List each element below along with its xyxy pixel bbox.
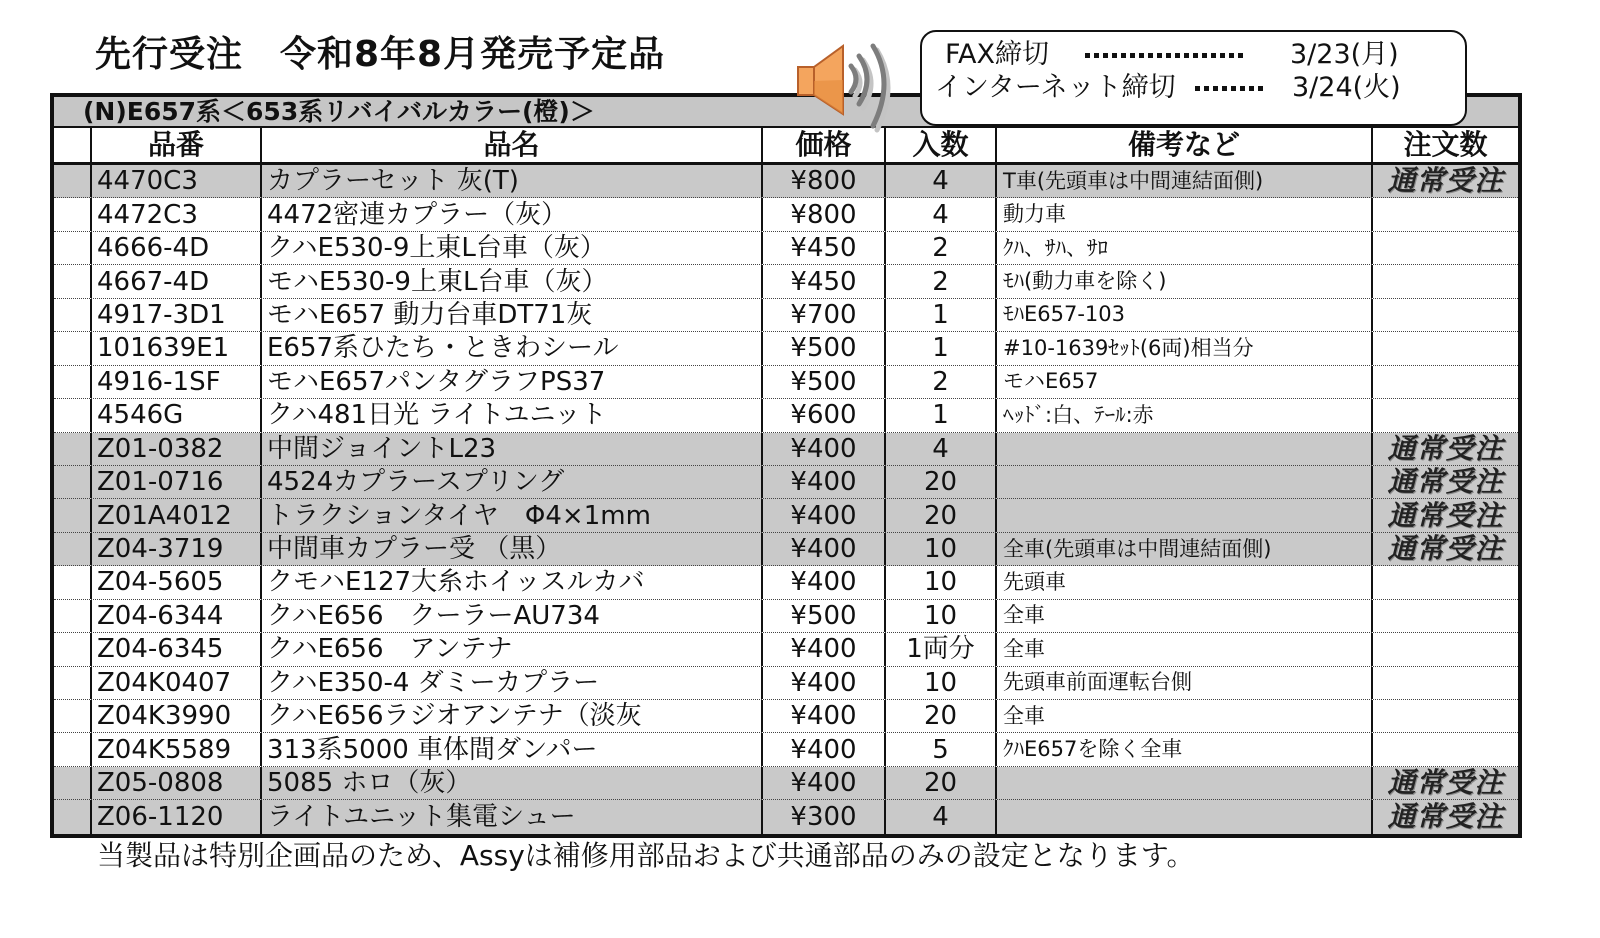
part-name: クモハE127大糸ホイッスルカバ: [262, 566, 763, 598]
part-quantity: 4: [886, 198, 997, 230]
part-name: クハE656ラジオアンテナ（淡灰: [262, 700, 763, 732]
order-cell: [1373, 733, 1518, 765]
part-note: モハE657: [997, 366, 1373, 398]
order-cell: [1373, 366, 1518, 398]
series-title: (N)E657系＜653系リバイバルカラー(橙)＞: [83, 97, 595, 126]
part-price: ¥400: [763, 566, 886, 598]
part-price: ¥500: [763, 332, 886, 364]
part-note: ﾓﾊ(動力車を除く): [997, 265, 1373, 297]
part-price: ¥400: [763, 533, 886, 565]
part-note: [997, 767, 1373, 799]
order-cell: [1373, 667, 1518, 699]
col-header-order: 注文数: [1403, 128, 1488, 161]
part-price: ¥600: [763, 399, 886, 431]
row-blank-cell: [54, 800, 92, 833]
order-cell: [1373, 633, 1518, 665]
row-blank-cell: [54, 767, 92, 799]
part-code: 4546G: [92, 399, 262, 431]
table-row: [54, 767, 1518, 800]
order-status-badge: 通常受注: [1387, 766, 1504, 800]
part-code: Z04K5589: [92, 733, 262, 765]
part-name: クハ481日光 ライトユニット: [262, 399, 763, 431]
part-price: ¥800: [763, 198, 886, 230]
part-note: [997, 800, 1373, 833]
order-cell: [1373, 299, 1518, 331]
order-cell: [1373, 265, 1518, 297]
part-note: #10-1639ｾｯﾄ(6両)相当分: [997, 332, 1373, 364]
part-name: モハE657 動力台車DT71灰: [262, 299, 763, 331]
part-note: ｸﾊE657を除く全車: [997, 733, 1373, 765]
part-price: ¥450: [763, 232, 886, 264]
part-quantity: 1: [886, 399, 997, 431]
table-row: [54, 165, 1518, 198]
col-header-quantity: 入数: [886, 128, 997, 162]
part-price: ¥700: [763, 299, 886, 331]
row-blank-cell: [54, 332, 92, 364]
part-quantity: 10: [886, 667, 997, 699]
deadline-box: [920, 30, 1467, 126]
part-quantity: 10: [886, 533, 997, 565]
part-code: Z05-0808: [92, 767, 262, 799]
part-note: ﾍｯﾄﾞ:白、ﾃｰﾙ:赤: [997, 399, 1373, 431]
row-blank-cell: [54, 198, 92, 230]
order-cell: [1373, 700, 1518, 732]
table-row: [54, 700, 1518, 733]
part-price: ¥400: [763, 499, 886, 531]
order-cell: [1373, 332, 1518, 364]
table-row: [54, 533, 1518, 566]
blank-header-cell: [54, 128, 92, 162]
speaker-icon: [795, 40, 905, 135]
part-price: ¥400: [763, 433, 886, 465]
parts-table: [50, 93, 1522, 838]
table-row: [54, 299, 1518, 332]
part-note: 全車(先頭車は中間連結面側): [997, 533, 1373, 565]
part-note: [997, 433, 1373, 465]
row-blank-cell: [54, 165, 92, 197]
part-quantity: 4: [886, 165, 997, 197]
part-code: 4666-4D: [92, 232, 262, 264]
part-code: Z04-6345: [92, 633, 262, 665]
part-note: 先頭車: [997, 566, 1373, 598]
table-row: [54, 366, 1518, 399]
part-quantity: 10: [886, 600, 997, 632]
internet-deadline-label: インターネット締切: [935, 72, 1176, 103]
part-name: モハE657パンタグラフPS37: [262, 366, 763, 398]
col-header-code: 品番: [92, 128, 262, 162]
part-price: ¥400: [763, 667, 886, 699]
part-name: クハE656 アンテナ: [262, 633, 763, 665]
row-blank-cell: [54, 700, 92, 732]
order-status-badge: 通常受注: [1387, 532, 1504, 566]
part-note: 動力車: [997, 198, 1373, 230]
part-name: 4472密連カプラー（灰）: [262, 198, 763, 230]
order-status-badge: 通常受注: [1387, 465, 1504, 499]
order-cell: [1373, 767, 1518, 799]
part-quantity: 2: [886, 232, 997, 264]
row-blank-cell: [54, 667, 92, 699]
part-name: モハE530-9上東L台車（灰）: [262, 265, 763, 297]
part-quantity: 4: [886, 433, 997, 465]
part-quantity: 1: [886, 299, 997, 331]
part-name: 中間車カプラー受 （黒）: [262, 533, 763, 565]
part-code: Z04-5605: [92, 566, 262, 598]
part-quantity: 4: [886, 800, 997, 833]
col-header-price: 価格: [763, 128, 886, 162]
row-blank-cell: [54, 600, 92, 632]
part-quantity: 1両分: [886, 633, 997, 665]
table-row: [54, 265, 1518, 298]
order-cell: [1373, 433, 1518, 465]
row-blank-cell: [54, 633, 92, 665]
part-note: 全車: [997, 633, 1373, 665]
part-note: [997, 466, 1373, 498]
leader-dots: [1085, 53, 1245, 58]
table-row: [54, 466, 1518, 499]
part-note: [997, 499, 1373, 531]
part-code: Z01-0716: [92, 466, 262, 498]
part-code: Z04-3719: [92, 533, 262, 565]
row-blank-cell: [54, 232, 92, 264]
part-code: Z06-1120: [92, 800, 262, 833]
part-name: E657系ひたち・ときわシール: [262, 332, 763, 364]
part-name: クハE530-9上東L台車（灰）: [262, 232, 763, 264]
part-price: ¥300: [763, 800, 886, 833]
part-price: ¥400: [763, 767, 886, 799]
part-code: Z04-6344: [92, 600, 262, 632]
part-name: クハE656 クーラーAU734: [262, 600, 763, 632]
part-name: 5085 ホロ（灰）: [262, 767, 763, 799]
part-name: 中間ジョイントL23: [262, 433, 763, 465]
table-row: [54, 667, 1518, 700]
table-row: [54, 566, 1518, 599]
part-quantity: 20: [886, 767, 997, 799]
table-row: [54, 433, 1518, 466]
part-name: 313系5000 車体間ダンパー: [262, 733, 763, 765]
row-blank-cell: [54, 299, 92, 331]
order-cell: [1373, 399, 1518, 431]
order-cell: [1373, 566, 1518, 598]
row-blank-cell: [54, 566, 92, 598]
part-code: Z04K0407: [92, 667, 262, 699]
order-cell: [1373, 533, 1518, 565]
part-price: ¥500: [763, 600, 886, 632]
part-note: 先頭車前面運転台側: [997, 667, 1373, 699]
part-price: ¥400: [763, 700, 886, 732]
table-row: [54, 633, 1518, 666]
table-row: [54, 332, 1518, 365]
part-name: クハE350-4 ダミーカプラー: [262, 667, 763, 699]
table-row: [54, 399, 1518, 432]
order-cell: [1373, 198, 1518, 230]
part-note: ﾓﾊE657-103: [997, 299, 1373, 331]
order-cell: [1373, 165, 1518, 197]
part-quantity: 20: [886, 700, 997, 732]
table-row: [54, 232, 1518, 265]
table-row: [54, 198, 1518, 231]
part-note: ｸﾊ、ｻﾊ、ｻﾛ: [997, 232, 1373, 264]
part-code: Z01A4012: [92, 499, 262, 531]
part-note: T車(先頭車は中間連結面側): [997, 165, 1373, 197]
row-blank-cell: [54, 733, 92, 765]
order-cell: [1373, 499, 1518, 531]
fax-deadline-label: FAX締切: [945, 39, 1050, 70]
col-header-notes: 備考など: [997, 128, 1373, 162]
row-blank-cell: [54, 265, 92, 297]
order-status-badge: 通常受注: [1387, 432, 1504, 465]
order-status-badge: 通常受注: [1387, 165, 1504, 198]
part-code: 4916-1SF: [92, 366, 262, 398]
table-row: [54, 733, 1518, 766]
part-code: Z04K3990: [92, 700, 262, 732]
part-price: ¥450: [763, 265, 886, 297]
part-name: 4524カプラースプリング: [262, 466, 763, 498]
part-name: ライトユニット集電シュー: [262, 800, 763, 833]
fax-deadline-date: 3/23(月): [1290, 39, 1399, 70]
part-price: ¥800: [763, 165, 886, 197]
page-title: 先行受注 令和8年8月発売予定品: [95, 34, 666, 75]
row-blank-cell: [54, 399, 92, 431]
part-price: ¥400: [763, 633, 886, 665]
row-blank-cell: [54, 533, 92, 565]
table-row: [54, 499, 1518, 532]
part-quantity: 5: [886, 733, 997, 765]
part-price: ¥400: [763, 466, 886, 498]
order-cell: [1373, 232, 1518, 264]
order-cell: [1373, 800, 1518, 833]
part-quantity: 20: [886, 466, 997, 498]
table-body: [54, 165, 1518, 834]
col-header-name: 品名: [262, 128, 763, 162]
row-blank-cell: [54, 366, 92, 398]
row-blank-cell: [54, 466, 92, 498]
part-code: Z01-0382: [92, 433, 262, 465]
part-quantity: 1: [886, 332, 997, 364]
part-code: 4917-3D1: [92, 299, 262, 331]
part-name: カプラーセット 灰(T): [262, 165, 763, 197]
order-status-badge: 通常受注: [1387, 800, 1504, 834]
part-price: ¥500: [763, 366, 886, 398]
order-cell: [1373, 466, 1518, 498]
internet-deadline-date: 3/24(火): [1292, 72, 1401, 103]
row-blank-cell: [54, 433, 92, 465]
order-cell: [1373, 600, 1518, 632]
table-row: [54, 600, 1518, 633]
part-note: 全車: [997, 600, 1373, 632]
part-quantity: 2: [886, 366, 997, 398]
table-row: [54, 800, 1518, 833]
part-quantity: 20: [886, 499, 997, 531]
part-quantity: 2: [886, 265, 997, 297]
part-name: トラクションタイヤ Φ4×1mm: [262, 499, 763, 531]
part-price: ¥400: [763, 733, 886, 765]
part-code: 4667-4D: [92, 265, 262, 297]
part-code: 4472C3: [92, 198, 262, 230]
column-header-row: [54, 128, 1518, 165]
order-status-badge: 通常受注: [1387, 499, 1504, 532]
row-blank-cell: [54, 499, 92, 531]
part-note: 全車: [997, 700, 1373, 732]
part-code: 101639E1: [92, 332, 262, 364]
part-code: 4470C3: [92, 165, 262, 197]
leader-dots: [1195, 86, 1263, 91]
footer-note: 当製品は特別企画品のため、Assyは補修用部品および共通部品のみの設定となります。: [97, 839, 1195, 872]
part-quantity: 10: [886, 566, 997, 598]
